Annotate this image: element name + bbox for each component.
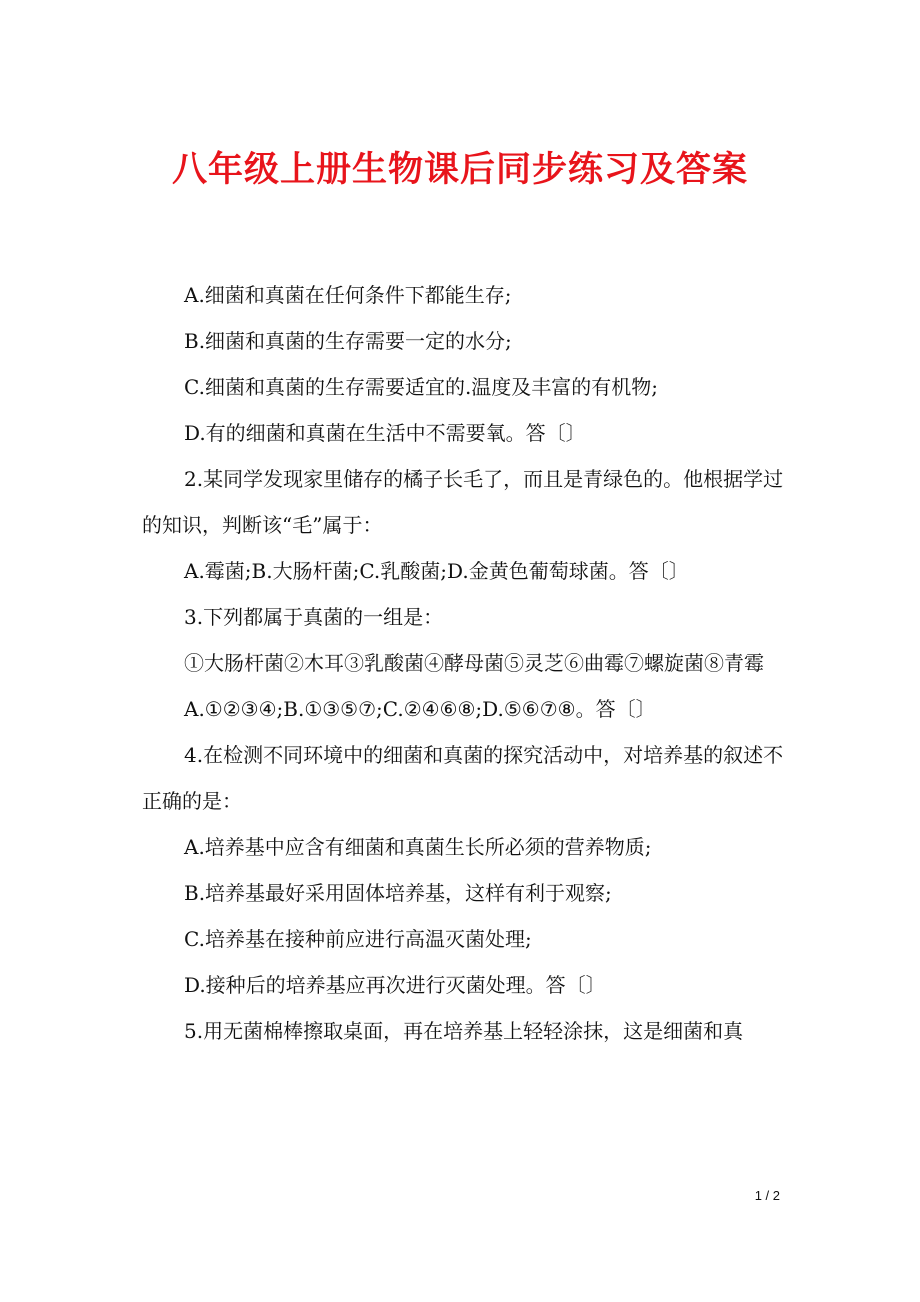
paragraph: 5.用无菌棉棒擦取桌面，再在培养基上轻轻涂抹，这是细菌和真 bbox=[184, 1019, 744, 1043]
paragraph: B.培养基最好采用固体培养基，这样有利于观察; bbox=[184, 881, 612, 905]
paragraph: A.培养基中应含有细菌和真菌生长所必须的营养物质; bbox=[184, 835, 652, 859]
paragraph: 2.某同学发现家里储存的橘子长毛了，而且是青绿色的。他根据学过的知识，判断该“毛”属于： bbox=[142, 467, 784, 537]
document-body bbox=[142, 272, 788, 1054]
paragraph: B.细菌和真菌的生存需要一定的水分; bbox=[184, 329, 512, 353]
page-number: 1 / 2 bbox=[754, 1188, 780, 1203]
paragraph: ①大肠杆菌②木耳③乳酸菌④酵母菌⑤灵芝⑥曲霉⑦螺旋菌⑧青霉 bbox=[184, 651, 764, 675]
paragraph: C.培养基在接种前应进行高温灭菌处理; bbox=[184, 927, 532, 951]
paragraph: A.霉菌;B.大肠杆菌;C.乳酸菌;D.金黄色葡萄球菌。答〔〕 bbox=[184, 559, 689, 583]
paragraph: D.有的细菌和真菌在生活中不需要氧。答〔〕 bbox=[184, 421, 586, 445]
paragraph: A.①②③④;B.①③⑤⑦;C.②④⑥⑧;D.⑤⑥⑦⑧。答〔〕 bbox=[184, 697, 656, 721]
paragraph: 3.下列都属于真菌的一组是： bbox=[184, 605, 444, 629]
document-title: 八年级上册生物课后同步练习及答案 bbox=[171, 149, 748, 190]
paragraph: 4.在检测不同环境中的细菌和真菌的探究活动中，对培养基的叙述不正确的是： bbox=[142, 743, 784, 813]
paragraph: D.接种后的培养基应再次进行灭菌处理。答〔〕 bbox=[184, 973, 606, 997]
paragraph: C.细菌和真菌的生存需要适宜的.温度及丰富的有机物; bbox=[184, 375, 659, 399]
paragraph: A.细菌和真菌在任何条件下都能生存; bbox=[184, 283, 512, 307]
